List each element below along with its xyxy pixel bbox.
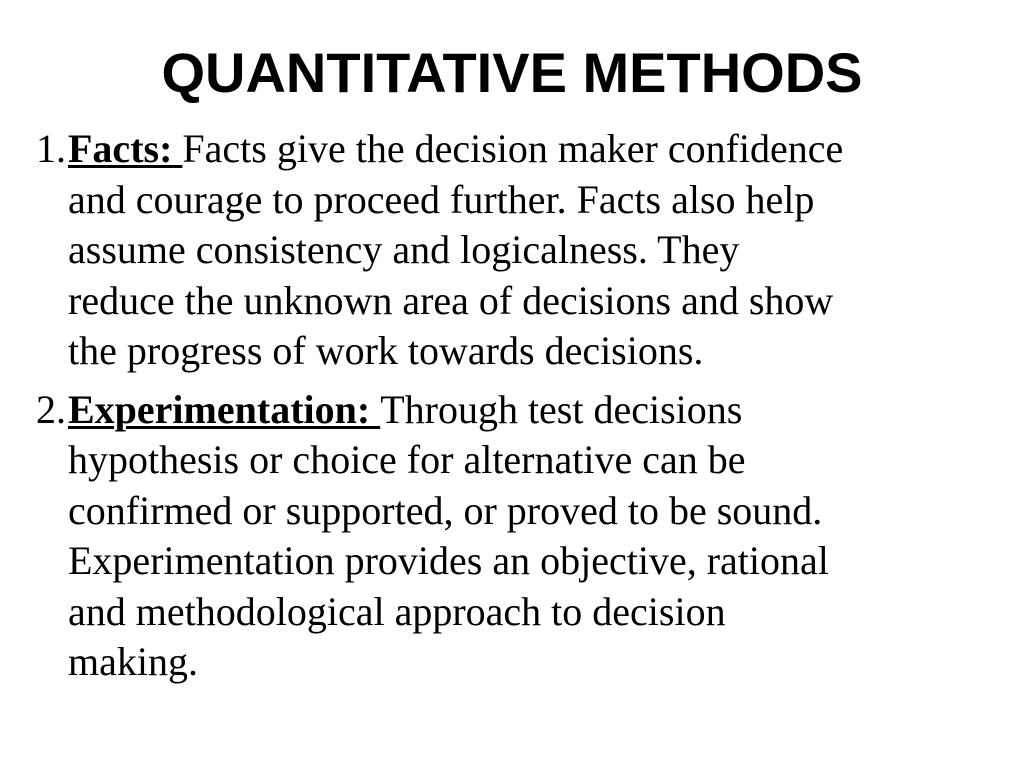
item-text-line: Experimentation provides an objective, rational [68,538,829,583]
item-text-line: and methodological approach to decision [68,588,726,634]
item-text-line: Through test decisions [380,386,743,432]
item-term: Facts: [68,126,183,171]
item-first-line [68,124,1006,175]
item-text-line: assume consistency and logicalness. They [68,227,740,272]
item-first-line [68,385,1006,436]
item-text-line: confirmed or supported, or proved to be sound. [68,487,823,533]
bullet-list [36,124,1006,696]
item-term: Experimentation: [68,386,381,432]
item-text-line: Facts give the decision maker confidence [182,126,844,171]
slide-title: QUANTITATIVE METHODS [161,41,863,104]
item-text-line: making. [68,639,198,684]
item-text-line: hypothesis or choice for alternative can be [68,437,746,482]
list-item-experimentation [36,385,1006,688]
item-text-line: reduce the unknown area of decisions and show [68,277,834,323]
list-item-facts [36,124,1006,377]
item-text-line: and courage to proceed further. Facts also help [68,176,815,222]
item-text-line: the progress of work towards decisions. [68,328,704,373]
item-number: 1. [36,126,66,171]
item-number: 2. [36,386,66,432]
